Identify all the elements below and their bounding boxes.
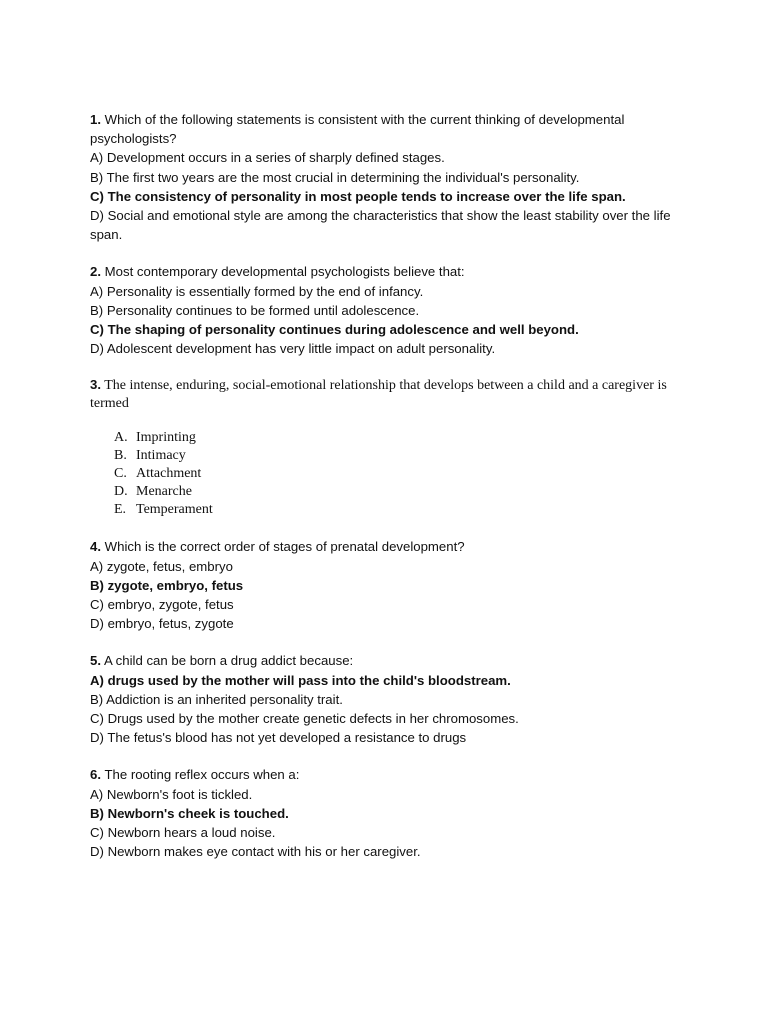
option-letter: E. (114, 502, 127, 518)
question-number: 6. (90, 767, 101, 783)
question-text: The intense, enduring, social-emotional relationship that develops between a child and a caregiver is termed (90, 378, 667, 412)
option-a (114, 429, 680, 447)
question-number: 5. (90, 653, 101, 669)
option-text: Temperament (136, 502, 213, 518)
quiz-document (90, 110, 680, 879)
option-c: C) embryo, zygote, fetus (90, 597, 234, 613)
option-b (114, 447, 680, 465)
option-b: B) Personality continues to be formed until adolescence. (90, 302, 420, 318)
question-4 (90, 537, 680, 633)
question-text: The rooting reflex occurs when a: (104, 767, 300, 783)
option-c-answer: C) The shaping of personality continues during adolescence and well beyond. (90, 322, 579, 338)
option-b-answer: B) zygote, embryo, fetus (90, 577, 244, 593)
question-text: Which is the correct order of stages of prenatal development? (104, 539, 465, 555)
question-number: 4. (90, 539, 101, 555)
option-d: D) Adolescent development has very little impact on adult personality. (90, 341, 496, 357)
option-letter: D. (114, 484, 128, 500)
option-a: A) Newborn's foot is tickled. (90, 786, 253, 802)
option-a: A) zygote, fetus, embryo (90, 558, 233, 574)
question-6 (90, 765, 680, 861)
option-d: D) The fetus's blood has not yet developed a resistance to drugs (90, 730, 467, 746)
question-2 (90, 262, 680, 358)
question-text: Which of the following statements is consistent with the current thinking of developmental psychologists? (90, 112, 625, 147)
option-letter: B. (114, 448, 127, 464)
option-d (114, 483, 680, 501)
question-number: 3. (90, 377, 101, 393)
question-text: A child can be born a drug addict because: (103, 653, 354, 669)
option-letter: C. (114, 466, 127, 482)
option-b-answer: B) Newborn's cheek is touched. (90, 805, 289, 821)
option-list (90, 429, 680, 519)
option-text: Attachment (136, 466, 202, 482)
option-c (114, 465, 680, 483)
option-c-answer: C) The consistency of personality in most people tends to increase over the life span. (90, 188, 626, 204)
option-b: B) Addiction is an inherited personality trait. (90, 691, 343, 707)
option-d: D) Social and emotional style are among the characteristics that show the least stability over the life span. (90, 208, 671, 243)
option-text: Intimacy (136, 448, 186, 464)
option-c: C) Newborn hears a loud noise. (90, 825, 276, 841)
question-number: 1. (90, 112, 101, 127)
option-a-answer: A) drugs used by the mother will pass into the child's bloodstream. (90, 672, 511, 688)
question-text: Most contemporary developmental psychologists believe that: (104, 264, 465, 280)
option-letter: A. (114, 430, 128, 446)
question-5 (90, 651, 680, 747)
option-c: C) Drugs used by the mother create genetic defects in her chromosomes. (90, 711, 519, 727)
option-text: Imprinting (136, 430, 196, 446)
question-1 (90, 110, 680, 244)
option-a: A) Personality is essentially formed by the end of infancy. (90, 283, 424, 299)
option-a: A) Development occurs in a series of sharply defined stages. (90, 150, 445, 166)
option-d: D) Newborn makes eye contact with his or her caregiver. (90, 844, 421, 860)
option-e (114, 501, 680, 519)
question-3 (90, 376, 680, 519)
option-text: Menarche (136, 484, 192, 500)
option-b: B) The first two years are the most crucial in determining the individual's personality. (90, 169, 580, 185)
question-number: 2. (90, 264, 101, 280)
option-d: D) embryo, fetus, zygote (90, 616, 234, 632)
